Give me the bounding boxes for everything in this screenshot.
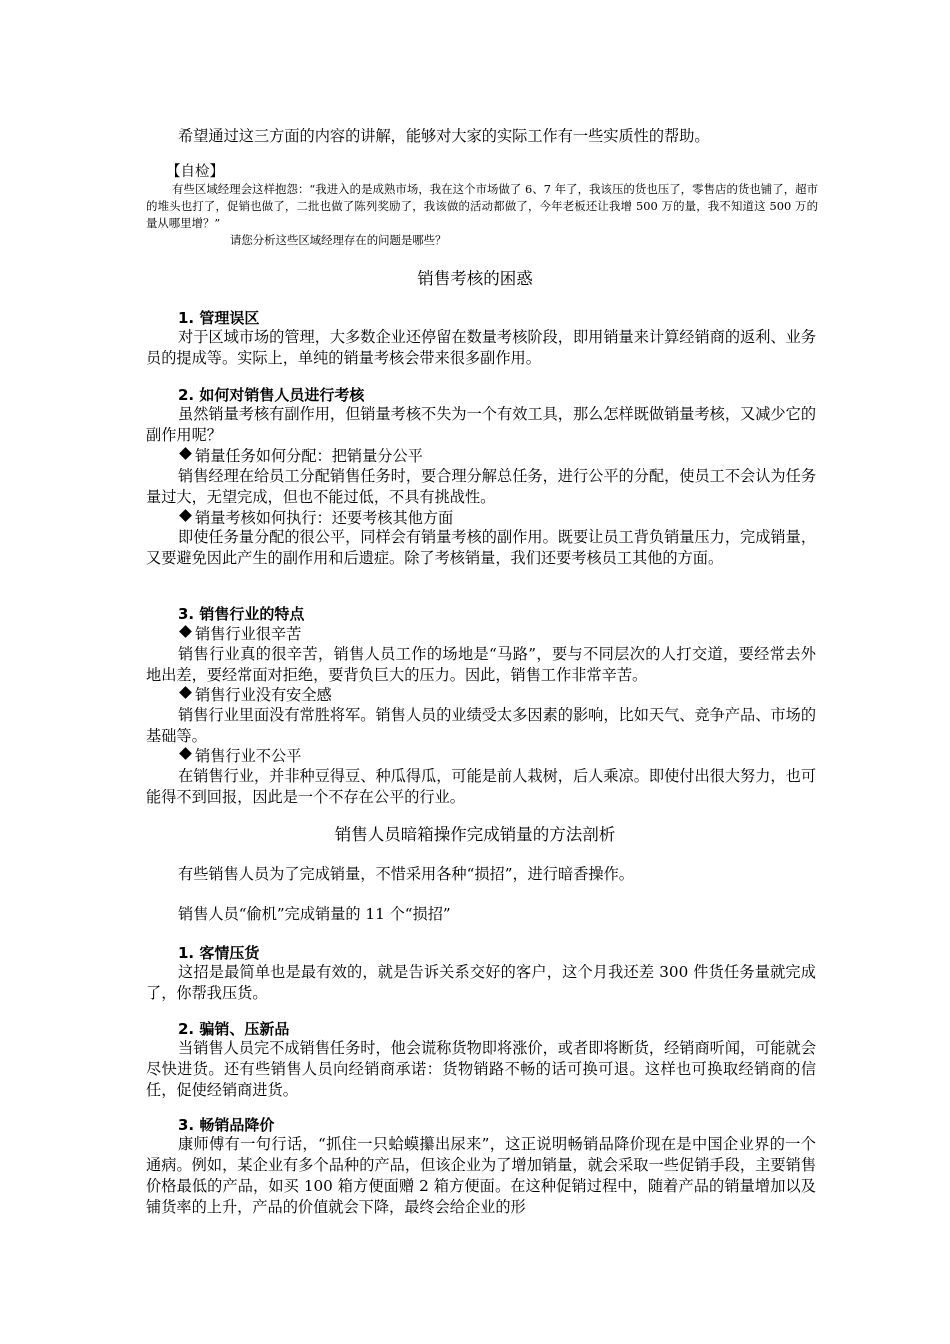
diamond-bullet-icon — [179, 447, 192, 460]
paragraph-eleven-tricks: 销售人员“偷机”完成销量的 11 个“损招” — [178, 905, 451, 923]
bullet-text: 销售行业很辛苦 — [195, 625, 302, 643]
diamond-bullet-icon — [179, 509, 192, 522]
heading-industry-features: 3. 销售行业的特点 — [178, 605, 305, 623]
self-check-heading: 【自检】 — [166, 164, 224, 180]
diamond-bullet-icon — [179, 747, 192, 760]
paragraph-industry-hard: 销售行业真的很辛苦，销售人员工作的场地是“马路”，要与不同层次的人打交道，要经常去外地出差，要经常面对拒绝，要背负巨大的压力。因此，销售工作非常辛苦。 — [146, 645, 816, 684]
paragraph-industry-unfair: 在销售行业，并非种豆得豆、种瓜得瓜，可能是前人栽树，后人乘凉。即使付出很大努力，也可能得不到回报，因此是一个不存在公平的行业。 — [146, 767, 816, 806]
bullet-industry-hard — [178, 624, 301, 644]
bullet-industry-unfair — [178, 746, 301, 766]
paragraph-bestseller-discount: 康师傅有一句行话，“抓住一只蛤蟆攥出尿来”，这正说明畅销品降价现在是中国企业界的一个通病。例如，某企业有多个品种的产品，但该企业为了增加销量，就会采取一些促销手段，主要销售价格最低的产品，如买 100 箱方便面赠 2 箱方便面。在这种促销过程中，随着产品的销量增加以及铺货率的上升，产品的价值就会下降，最终会给企业的形 — [146, 1135, 816, 1216]
heading-deceptive-selling: 2. 骗销、压新品 — [178, 1020, 290, 1038]
section-title-assessment: 销售考核的困惑 — [417, 269, 533, 288]
heading-relationship-stock: 1. 客情压货 — [178, 944, 260, 962]
self-check-quote: 有些区域经理会这样抱怨：“我进入的是成熟市场，我在这个市场做了 6、7 年了，我该压的货也压了，零售店的货也铺了，超市的堆头也打了，促销也做了，二批也做了陈列奖励了，我该做的活动都做了，今年老板还让我增 500 万的量，我不知道这 500 万的量从哪里增？” — [146, 182, 818, 230]
bullet-task-allocation — [178, 446, 423, 466]
bullet-text: 销售行业没有安全感 — [195, 686, 332, 704]
bullet-text: 销量任务如何分配：把销量分公平 — [195, 447, 423, 465]
paragraph-relationship-stock: 这招是最简单也是最有效的，就是告诉关系交好的客户，这个月我还差 300 件货任务量就完成了，你帮我压货。 — [146, 963, 816, 1002]
intro-paragraph: 希望通过这三方面的内容的讲解，能够对大家的实际工作有一些实质性的帮助。 — [178, 127, 710, 145]
bullet-text: 销售行业不公平 — [195, 747, 302, 765]
paragraph-black-box-intro: 有些销售人员为了完成销量，不惜采用各种“损招”，进行暗香操作。 — [178, 865, 634, 883]
paragraph-task-allocation: 销售经理在给员工分配销售任务时，要合理分解总任务，进行公平的分配，使员工不会认为任务量过大，无望完成，但也不能过低，不具有挑战性。 — [146, 467, 816, 506]
bullet-assessment-execution — [178, 508, 453, 528]
diamond-bullet-icon — [179, 686, 192, 699]
section-title-black-box: 销售人员暗箱操作完成销量的方法剖析 — [334, 825, 616, 844]
paragraph-industry-insecure: 销售行业里面没有常胜将军。销售人员的业绩受太多因素的影响，比如天气、竞争产品、市场的基础等。 — [146, 706, 816, 745]
paragraph-assessment-execution: 即使任务量分配的很公平，同样会有销量考核的副作用。既要让员工背负销量压力，完成销量，又要避免因此产生的副作用和后遗症。除了考核销量，我们还要考核员工其他的方面。 — [146, 528, 816, 567]
paragraph-management-mistakes: 对于区域市场的管理，大多数企业还停留在数量考核阶段，即用销量来计算经销商的返利、业务员的提成等。实际上，单纯的销量考核会带来很多副作用。 — [146, 328, 816, 367]
heading-bestseller-discount: 3. 畅销品降价 — [178, 1116, 275, 1134]
bullet-text: 销量考核如何执行：还要考核其他方面 — [195, 509, 454, 527]
paragraph-how-to-assess: 虽然销量考核有副作用，但销量考核不失为一个有效工具，那么怎样既做销量考核，又减少它的副作用呢？ — [146, 405, 816, 444]
diamond-bullet-icon — [179, 625, 192, 638]
bullet-industry-insecure — [178, 685, 332, 705]
heading-how-to-assess: 2. 如何对销售人员进行考核 — [178, 386, 365, 404]
self-check-question: 请您分析这些区域经理存在的问题是哪些？ — [230, 233, 447, 247]
paragraph-deceptive-selling: 当销售人员完不成销售任务时，他会谎称货物即将涨价，或者即将断货，经销商听闻，可能就会尽快进货。还有些销售人员向经销商承诺：货物销路不畅的话可换可退。这样也可换取经销商的信任，促使经销商进货。 — [146, 1039, 816, 1099]
heading-management-mistakes: 1. 管理误区 — [178, 309, 260, 327]
